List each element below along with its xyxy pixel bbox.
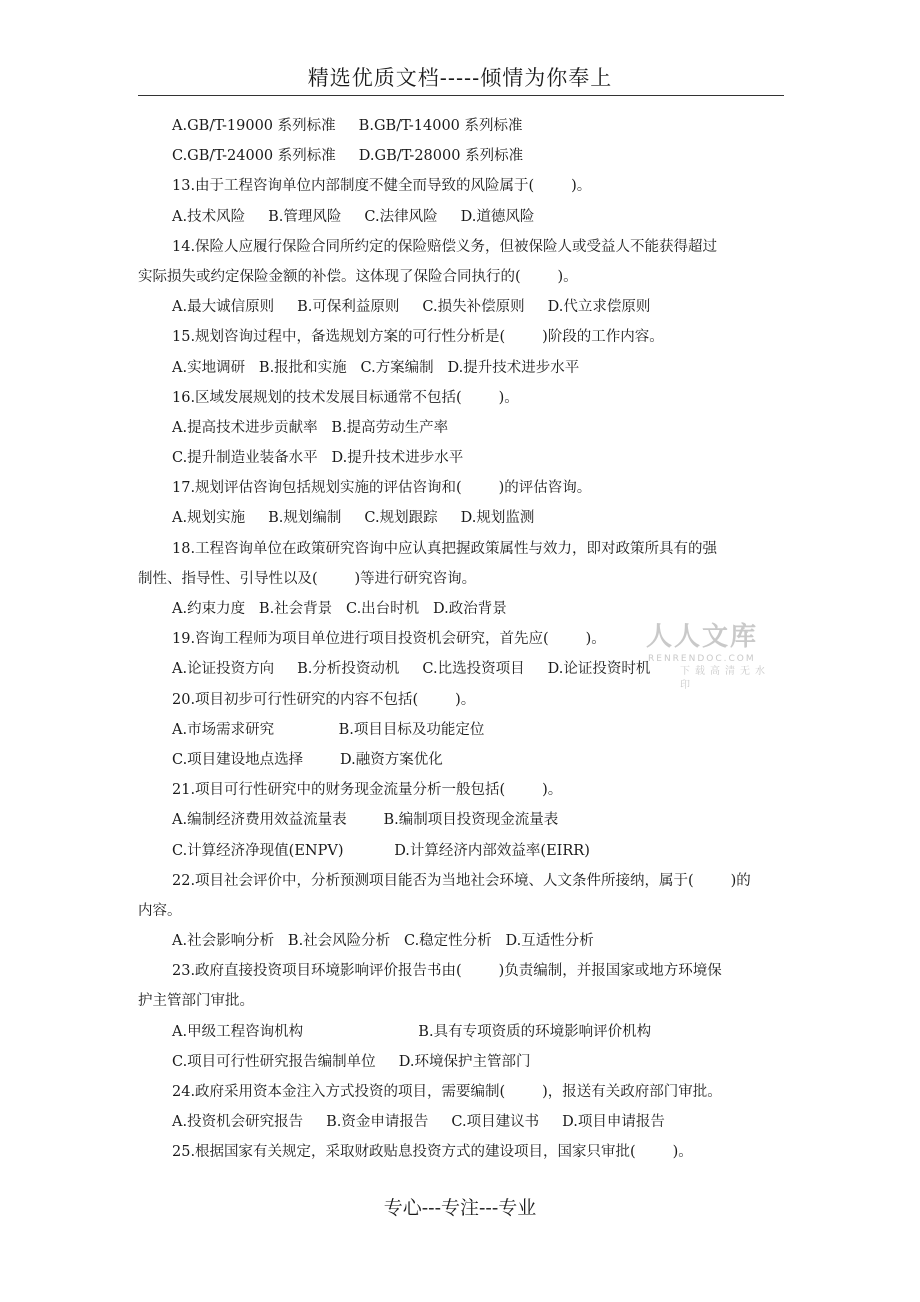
question-22-options: A.社会影响分析 B.社会风险分析 C.稳定性分析 D.互适性分析 (172, 933, 594, 950)
question-23-options-cd: C.项目可行性研究报告编制单位 D.环境保护主管部门 (172, 1053, 531, 1070)
question-16-options-cd: C.提升制造业装备水平 D.提升技术进步水平 (172, 450, 464, 467)
question-17-stem: 17.规划评估咨询包括规划实施的评估咨询和( )的评估咨询。 (172, 480, 592, 497)
question-19-options: A.论证投资方向 B.分析投资动机 C.比选投资项目 D.论证投资时机 (172, 661, 651, 678)
question-20-options-ab: A.市场需求研究 B.项目目标及功能定位 (172, 721, 485, 738)
watermark-logo (646, 620, 776, 693)
question-18-stem: 18.工程咨询单位在政策研究咨询中应认真把握政策属性与效力，即对政策所具有的强 (172, 540, 718, 557)
question-17-options: A.规划实施 B.规划编制 C.规划跟踪 D.规划监测 (172, 510, 535, 527)
question-21-options-ab: A.编制经济费用效益流量表 B.编制项目投资现金流量表 (172, 812, 559, 829)
question-23-stem: 23.政府直接投资项目环境影响评价报告书由( )负责编制，并报国家或地方环境保 (172, 963, 722, 980)
question-13-options: A.技术风险 B.管理风险 C.法律风险 D.道德风险 (172, 208, 535, 225)
question-21-options-cd: C.计算经济净现值(ENPV) D.计算经济内部效益率(EIRR) (172, 842, 590, 859)
question-23-options-ab: A.甲级工程咨询机构 B.具有专项资质的环境影响评价机构 (172, 1023, 652, 1040)
watermark-title: 人人文库 (646, 622, 759, 652)
watermark-site: RENRENDOC.COM (648, 654, 756, 664)
question-18-options: A.约束力度 B.社会背景 C.出台时机 D.政治背景 (172, 601, 507, 617)
question-22-stem-continued: 内容。 (138, 902, 182, 919)
watermark-slogan: 下载高清无水印 (680, 666, 770, 691)
question-24-options: A.投资机会研究报告 B.资金申请报告 C.项目建议书 D.项目申请报告 (172, 1114, 665, 1131)
question-14-options: A.最大诚信原则 B.可保利益原则 C.损失补偿原则 D.代立求偿原则 (172, 299, 651, 316)
question-21-stem: 21.项目可行性研究中的财务现金流量分析一般包括( )。 (172, 782, 563, 799)
question-23-stem-continued: 护主管部门审批。 (138, 993, 254, 1010)
question-16-stem: 16.区域发展规划的技术发展目标通常不包括( )。 (172, 389, 519, 406)
question-15-options: A.实地调研 B.报批和实施 C.方案编制 D.提升技术进步水平 (172, 359, 580, 376)
question-18-stem-continued: 制性、指导性、引导性以及( )等进行研究咨询。 (138, 570, 477, 587)
question-22-stem: 22.项目社会评价中，分析预测项目能否为当地社会环境、人文条件所接纳，属于( )的 (172, 872, 751, 889)
page-header: 精选优质文档-----倾情为你奉上 (307, 66, 613, 90)
question-14-stem: 14.保险人应履行保险合同所约定的保险赔偿义务，但被保险人或受益人不能获得超过 (172, 238, 718, 255)
question-13-stem: 13.由于工程咨询单位内部制度不健全而导致的风险属于( )。 (172, 178, 592, 195)
question-16-options-ab: A.提高技术进步贡献率 B.提高劳动生产率 (172, 419, 449, 436)
question-24-stem: 24.政府采用资本金注入方式投资的项目，需要编制( )，报送有关政府部门审批。 (172, 1084, 722, 1100)
question-20-options-cd: C.项目建设地点选择 D.融资方案优化 (172, 751, 443, 768)
page-footer: 专心---专注---专业 (383, 1197, 537, 1219)
header-rule (138, 95, 784, 96)
question-25-stem: 25.根据国家有关规定，采取财政贴息投资方式的建设项目，国家只审批( )。 (172, 1144, 693, 1161)
question-14-stem-continued: 实际损失或约定保险金额的补偿。这体现了保险合同执行的( )。 (138, 268, 578, 285)
question-15-stem: 15.规划咨询过程中，备选规划方案的可行性分析是( )阶段的工作内容。 (172, 329, 664, 346)
question-12-options-cd: C.GB/T-24000 系列标准 D.GB/T-28000 系列标准 (172, 148, 524, 165)
question-19-stem: 19.咨询工程师为项目单位进行项目投资机会研究，首先应( )。 (172, 631, 606, 648)
question-12-options-ab: A.GB/T-19000 系列标准 B.GB/T-14000 系列标准 (172, 118, 523, 134)
question-20-stem: 20.项目初步可行性研究的内容不包括( )。 (172, 691, 476, 708)
